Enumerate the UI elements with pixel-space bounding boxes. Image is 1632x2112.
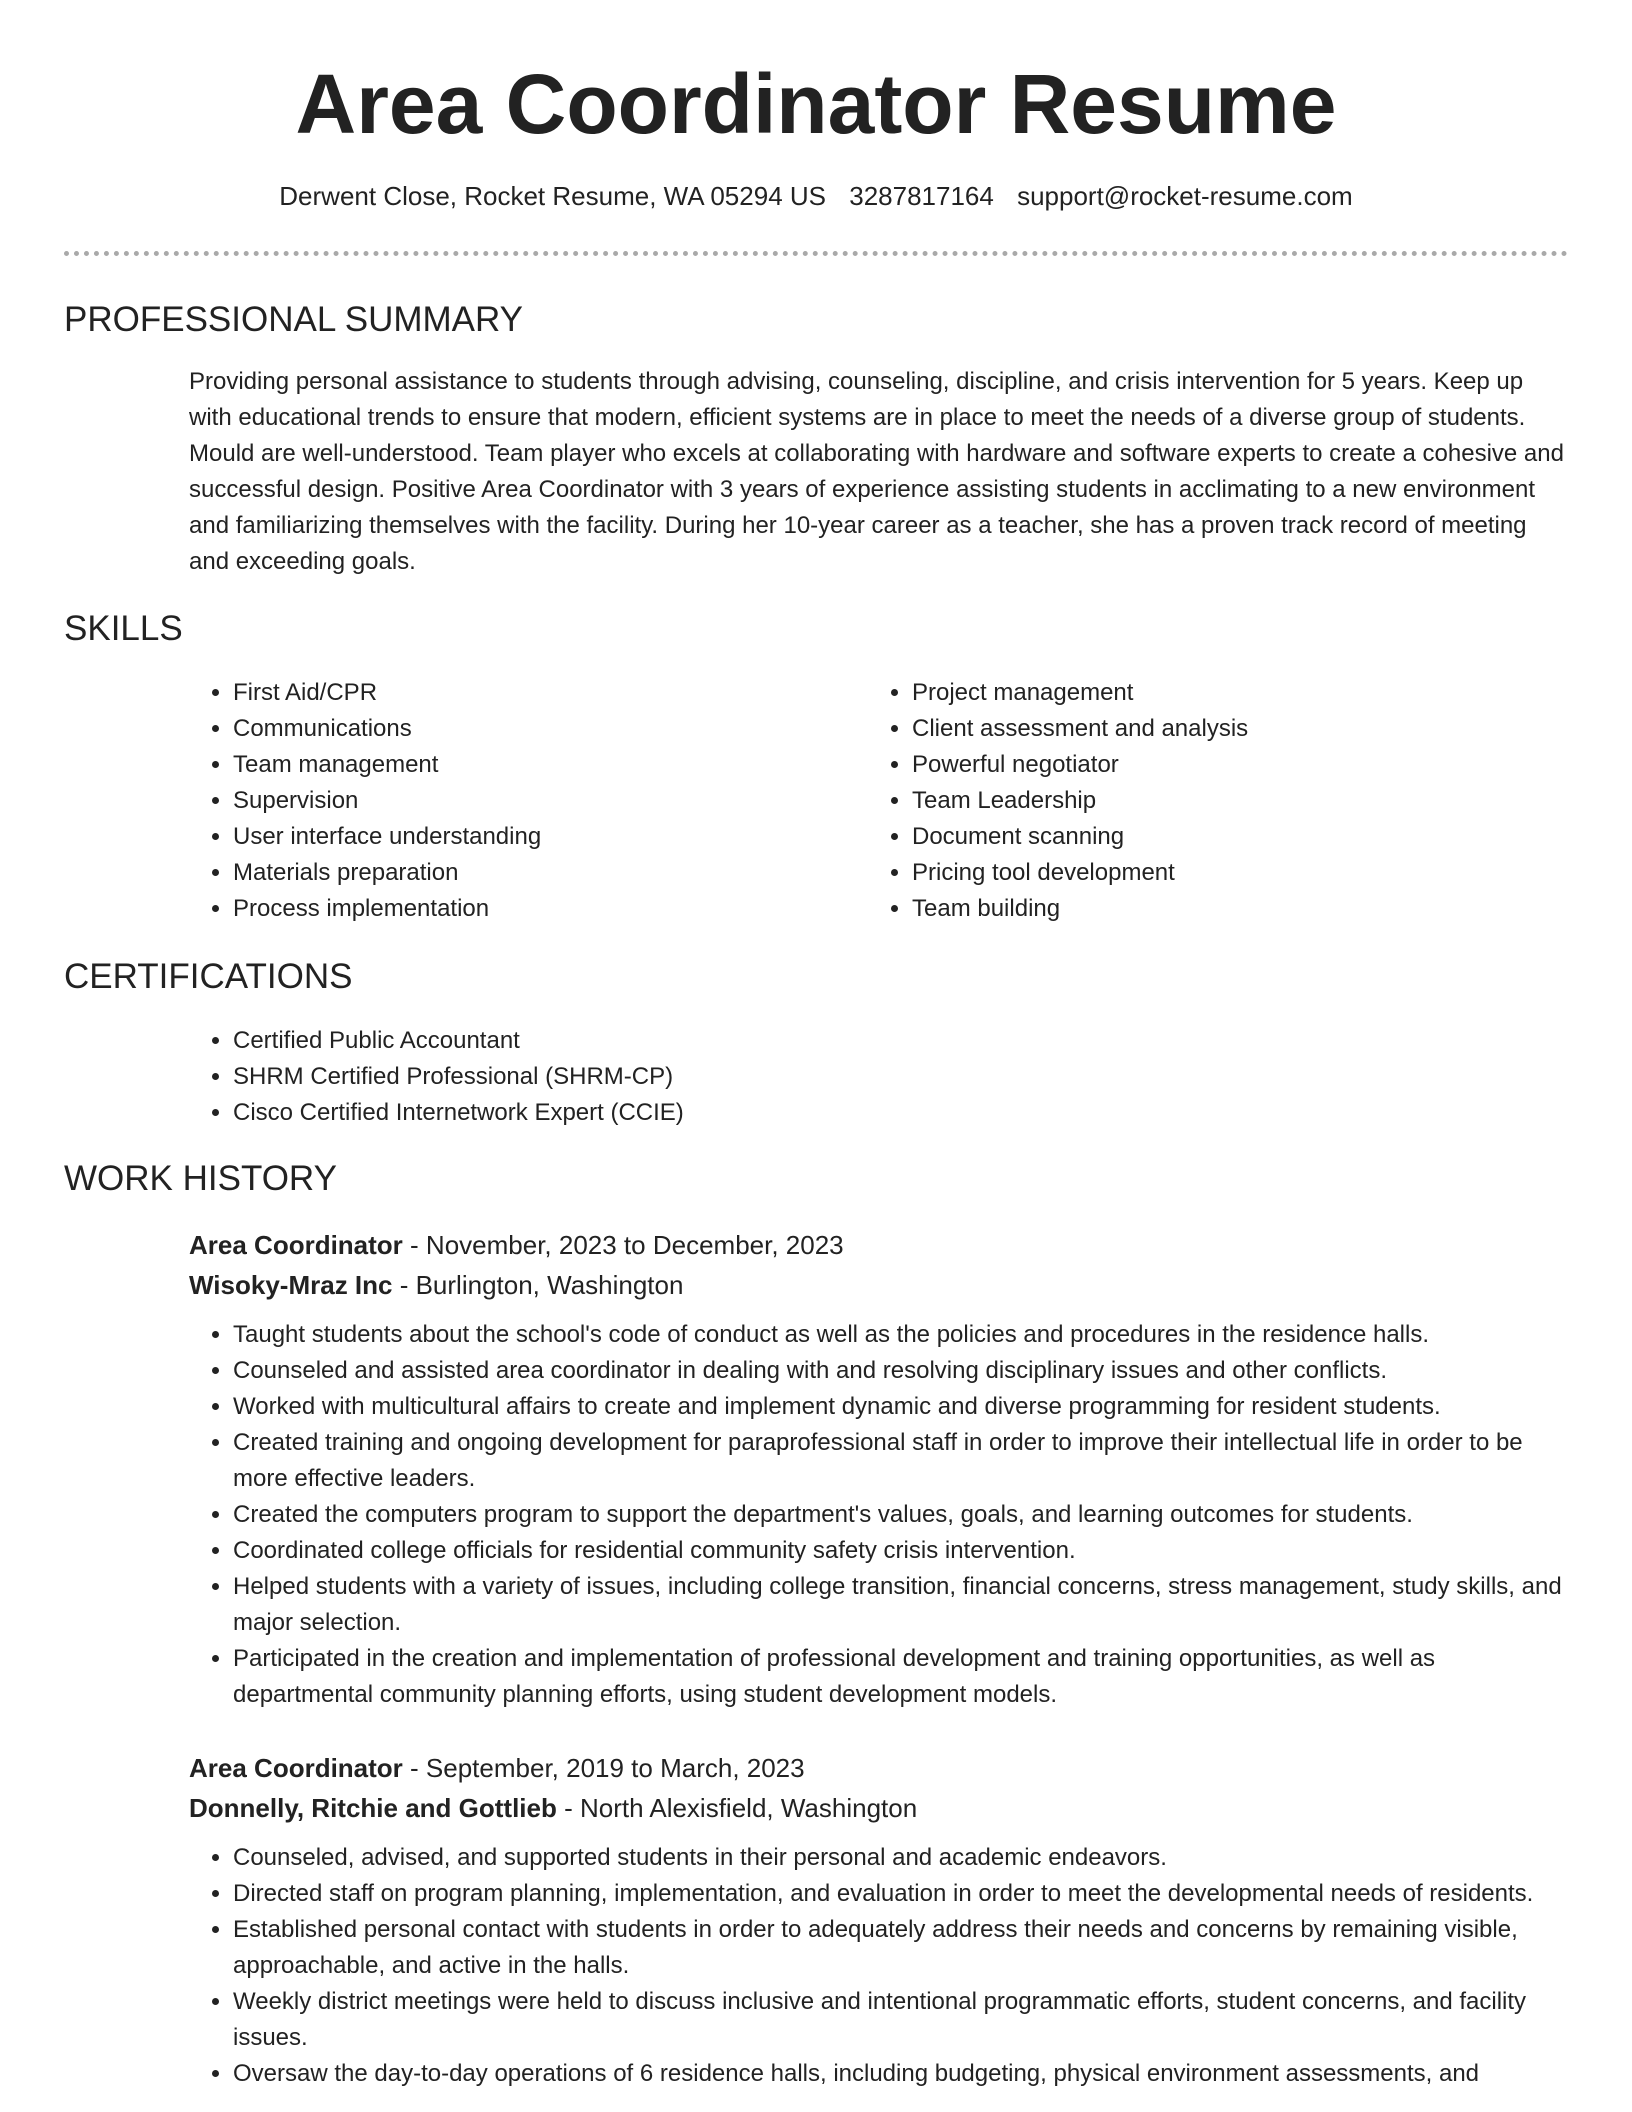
job-bullet: • Counseled, advised, and supported students in their personal and academic endeavors. xyxy=(233,1840,1568,1876)
job-company: Donnelly, Ritchie and Gottlieb xyxy=(189,1793,557,1823)
job-company: Wisoky-Mraz Inc xyxy=(189,1270,393,1300)
contact-phone: 3287817164 xyxy=(849,181,994,211)
summary-section xyxy=(189,364,1568,580)
job-bullet: • Coordinated college officials for residential community safety crisis intervention. xyxy=(233,1533,1568,1569)
job-bullet: • Weekly district meetings were held to discuss inclusive and intentional programmatic efforts, student concerns, and facility issues. xyxy=(233,1984,1568,2056)
job-entry xyxy=(189,1748,1568,2092)
contact-email: support@rocket-resume.com xyxy=(1017,181,1353,211)
job-dates: - November, 2023 to December, 2023 xyxy=(402,1230,844,1260)
job-bullet: • Worked with multicultural affairs to create and implement dynamic and diverse programming for resident students. xyxy=(233,1389,1568,1425)
header-divider xyxy=(64,251,1568,256)
skill-item: • Document scanning xyxy=(912,819,1508,855)
work-history-heading: WORK HISTORY xyxy=(64,1159,337,1198)
job-bullet: • Directed staff on program planning, implementation, and evaluation in order to meet the developmental needs of residents. xyxy=(233,1876,1568,1912)
page-title: Area Coordinator Resume xyxy=(295,57,1337,151)
skills-heading: SKILLS xyxy=(64,609,183,648)
job-title-line xyxy=(189,1225,1568,1265)
skill-item: • Client assessment and analysis xyxy=(912,711,1508,747)
job-bullet: • Helped students with a variety of issues, including college transition, financial concerns, stress management, study skills, and major selection. xyxy=(233,1569,1568,1641)
skill-item: • Team management xyxy=(233,747,829,783)
skill-item: • Materials preparation xyxy=(233,855,829,891)
job-title-line xyxy=(189,1748,1568,1788)
job-bullet: • Created training and ongoing development for paraprofessional staff in order to improve their intellectual life in order to be more effective leaders. xyxy=(233,1425,1568,1497)
job-entry xyxy=(189,1225,1568,1713)
contact-line xyxy=(0,180,1632,214)
contact-address: Derwent Close, Rocket Resume, WA 05294 US xyxy=(279,181,826,211)
certification-item: • Cisco Certified Internetwork Expert (CCIE) xyxy=(233,1095,1568,1131)
job-company-line xyxy=(189,1788,1568,1828)
skills-right-column xyxy=(868,675,1508,927)
job-bullet: • Taught students about the school's code of conduct as well as the policies and procedures in the residence halls. xyxy=(233,1317,1568,1353)
job-title: Area Coordinator xyxy=(189,1230,403,1260)
skill-item: • Communications xyxy=(233,711,829,747)
skill-item: • Supervision xyxy=(233,783,829,819)
skill-item: • Powerful negotiator xyxy=(912,747,1508,783)
skill-item: • Pricing tool development xyxy=(912,855,1508,891)
job-bullet: • Oversaw the day-to-day operations of 6 residence halls, including budgeting, physical environment assessments, and xyxy=(233,2056,1568,2092)
job-bullet: • Created the computers program to support the department's values, goals, and learning outcomes for students. xyxy=(233,1497,1568,1533)
skill-item: • Team building xyxy=(912,891,1508,927)
job-dates: - September, 2019 to March, 2023 xyxy=(402,1753,805,1783)
job-company-line xyxy=(189,1265,1568,1305)
job-location: - Burlington, Washington xyxy=(392,1270,684,1300)
skill-item: • Team Leadership xyxy=(912,783,1508,819)
certification-item: • Certified Public Accountant xyxy=(233,1023,1568,1059)
skill-item: • Process implementation xyxy=(233,891,829,927)
skill-item: • Project management xyxy=(912,675,1508,711)
job-bullet: • Counseled and assisted area coordinator in dealing with and resolving disciplinary issues and other conflicts. xyxy=(233,1353,1568,1389)
job-bullet: • Participated in the creation and implementation of professional development and training opportunities, as well as departmental community planning efforts, using student development models. xyxy=(233,1641,1568,1713)
skill-item: • User interface understanding xyxy=(233,819,829,855)
certification-item: • SHRM Certified Professional (SHRM-CP) xyxy=(233,1059,1568,1095)
summary-heading: PROFESSIONAL SUMMARY xyxy=(64,300,523,339)
summary-text: Providing personal assistance to students through advising, counseling, discipline, and crisis intervention for 5 years. Keep up with educational trends to ensure that modern, efficient systems are in place to meet the needs of a diverse group of students. Mould are well-understood. Team player who excels at collaborating with hardware and software experts to create a cohesive and successful design. Positive Area Coordinator with 3 years of experience assisting students in acclimating to a new environment and familiarizing themselves with the facility. During her 10-year career as a teacher, she has a proven track record of meeting and exceeding goals. xyxy=(189,368,1564,575)
certifications-heading: CERTIFICATIONS xyxy=(64,957,353,996)
job-location: - North Alexisfield, Washington xyxy=(556,1793,918,1823)
skill-item: • First Aid/CPR xyxy=(233,675,829,711)
skills-left-column xyxy=(189,675,829,927)
job-bullet: • Established personal contact with students in order to adequately address their needs and concerns by remaining visible, approachable, and active in the halls. xyxy=(233,1912,1568,1984)
job-title: Area Coordinator xyxy=(189,1753,403,1783)
certifications-section xyxy=(189,1023,1568,1131)
